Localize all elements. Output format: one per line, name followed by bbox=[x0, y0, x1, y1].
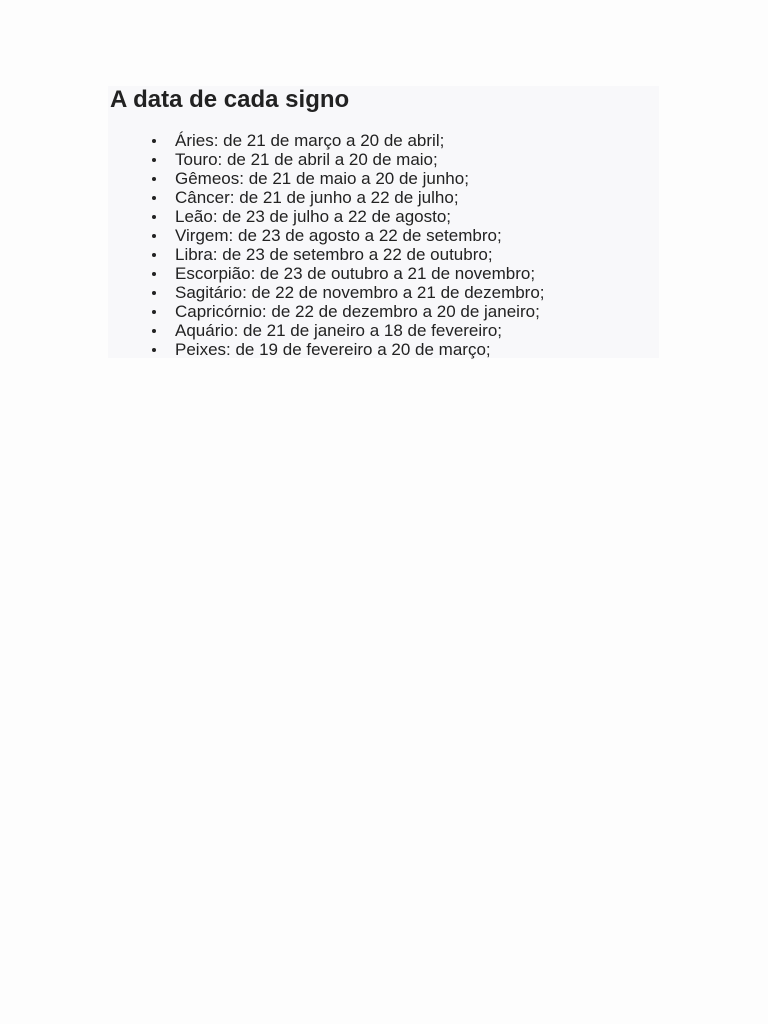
content-block bbox=[108, 86, 659, 358]
list-item bbox=[152, 188, 652, 207]
sign-date-text: Leão: de 23 de julho a 22 de agosto; bbox=[175, 207, 452, 226]
list-item bbox=[152, 264, 652, 283]
bullet-icon bbox=[152, 215, 156, 219]
sign-date-text: Virgem: de 23 de agosto a 22 de setembro; bbox=[175, 226, 502, 245]
sign-date-text: Câncer: de 21 de junho a 22 de julho; bbox=[175, 188, 459, 207]
bullet-icon bbox=[152, 272, 156, 276]
list-item bbox=[152, 207, 652, 226]
bullet-icon bbox=[152, 177, 156, 181]
bullet-icon bbox=[152, 253, 156, 257]
sign-date-text: Gêmeos: de 21 de maio a 20 de junho; bbox=[175, 169, 469, 188]
bullet-icon bbox=[152, 310, 156, 314]
bullet-icon bbox=[152, 329, 156, 333]
sign-date-text: Sagitário: de 22 de novembro a 21 de dezembro; bbox=[175, 283, 545, 302]
list-item bbox=[152, 131, 652, 150]
list-item bbox=[152, 169, 652, 188]
page-heading: A data de cada signo bbox=[110, 86, 350, 113]
bullet-icon bbox=[152, 234, 156, 238]
list-item bbox=[152, 340, 652, 359]
list-item bbox=[152, 150, 652, 169]
bullet-icon bbox=[152, 291, 156, 295]
sign-date-text: Capricórnio: de 22 de dezembro a 20 de janeiro; bbox=[175, 302, 540, 321]
list-item bbox=[152, 321, 652, 340]
sign-date-text: Aquário: de 21 de janeiro a 18 de fevereiro; bbox=[175, 321, 503, 340]
sign-date-text: Libra: de 23 de setembro a 22 de outubro; bbox=[175, 245, 493, 264]
list-item bbox=[152, 245, 652, 264]
list-item bbox=[152, 302, 652, 321]
bullet-icon bbox=[152, 348, 156, 352]
sign-date-text: Escorpião: de 23 de outubro a 21 de novembro; bbox=[175, 264, 536, 283]
sign-date-text: Touro: de 21 de abril a 20 de maio; bbox=[175, 150, 438, 169]
bullet-icon bbox=[152, 196, 156, 200]
list-item bbox=[152, 283, 652, 302]
sign-date-text: Peixes: de 19 de fevereiro a 20 de março; bbox=[175, 340, 491, 359]
bullet-icon bbox=[152, 158, 156, 162]
sign-date-list bbox=[152, 131, 652, 359]
bullet-icon bbox=[152, 139, 156, 143]
sign-date-text: Áries: de 21 de março a 20 de abril; bbox=[175, 131, 445, 150]
list-item bbox=[152, 226, 652, 245]
